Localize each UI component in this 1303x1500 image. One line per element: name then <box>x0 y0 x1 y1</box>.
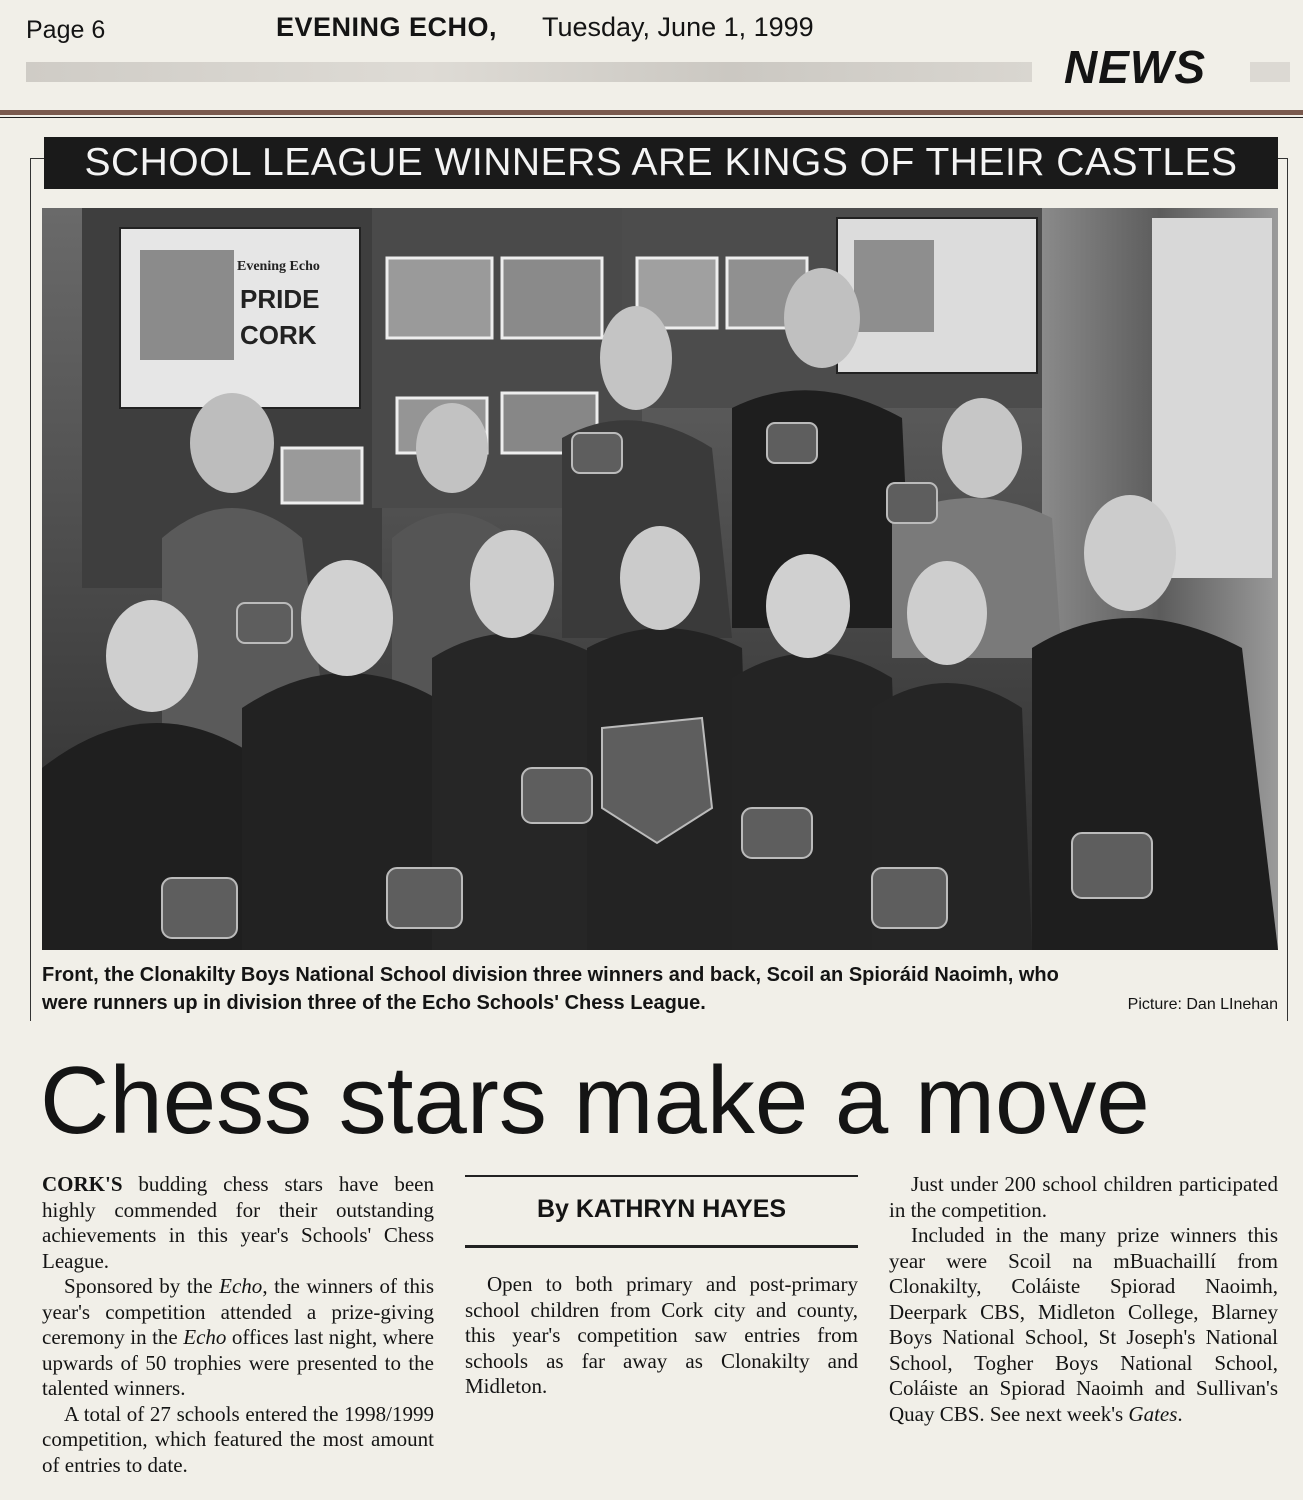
paragraph-4: Open to both primary and post-primary school children from Cork city and county, this year's competition saw entries from schools as far away as Clonakilty and Midleton. <box>465 1272 858 1398</box>
paragraph-1 <box>42 1172 434 1274</box>
paragraph-2-text-b: , the winners of this year's competition attended a prize-giving ceremony in the <box>42 1274 434 1349</box>
headline: Chess stars make a move <box>40 1047 1150 1154</box>
masthead-rule <box>0 110 1303 115</box>
echo-italic: Echo <box>219 1274 263 1298</box>
article-column-1 <box>42 1172 434 1478</box>
masthead-bar <box>26 62 1032 82</box>
paragraph-6-end: . <box>1177 1401 1183 1426</box>
echo-italic-2: Echo <box>183 1325 227 1349</box>
paragraph-1-text: budding chess stars have been highly commended for their outstanding achievements in this year's Schools' Chess League. <box>42 1172 434 1273</box>
article-column-3 <box>889 1172 1278 1427</box>
section-label: NEWS <box>1064 41 1206 93</box>
photo-credit: Picture: Dan LInehan <box>1127 996 1278 1013</box>
paragraph-5: Just under 200 school children participated in the competition. <box>889 1172 1278 1222</box>
article-column-2 <box>465 1272 858 1400</box>
paragraph-6-text: Included in the many prize winners this year were Scoil na mBuachaillí from Clonakilty, Coláiste Spiorad Naoimh, Deerpark CBS, Midleton College, Blarney Boys National School, St Joseph's National School, Togher Boys National School, Coláiste an Spiorad Naoimh and Sullivan's Quay CBS. See next week's <box>889 1223 1278 1426</box>
byline: By KATHRYN HAYES <box>536 1195 787 1223</box>
issue-date: Tuesday, June 1, 1999 <box>542 12 814 42</box>
newspaper-name: EVENING ECHO, <box>276 12 498 42</box>
masthead-rule-thin <box>0 117 1303 118</box>
paragraph-2-text-a: Sponsored by the <box>64 1274 220 1298</box>
byline-box <box>465 1175 858 1248</box>
story-banner: SCHOOL LEAGUE WINNERS ARE KINGS OF THEIR CASTLES <box>44 137 1278 189</box>
poster-pride: PRIDE <box>240 284 320 314</box>
paragraph-6 <box>889 1223 1278 1427</box>
caption-line-2: were runners up in division three of the Echo Schools' Chess League. <box>42 992 706 1014</box>
photo-caption <box>42 961 1282 1017</box>
paragraph-3: A total of 27 schools entered the 1998/1999 competition, which featured the most amount of entries to date. <box>42 1401 434 1477</box>
caption-line-1: Front, the Clonakilty Boys National School division three winners and back, Scoil an Spioráid Naoimh, who <box>42 964 1059 986</box>
poster-title: Evening Echo <box>237 259 320 274</box>
masthead-bar-end <box>1250 62 1290 82</box>
lead-word: CORK'S <box>42 1172 123 1196</box>
page-number: Page 6 <box>26 16 106 44</box>
paragraph-2 <box>42 1274 434 1402</box>
gates-italic: Gates <box>1128 1401 1178 1426</box>
paragraph-2-text-c: offices last night, where upwards of 50 trophies were presented to the talented winners. <box>42 1325 434 1400</box>
poster-cork: CORK <box>240 320 317 350</box>
group-photo <box>42 208 1278 950</box>
